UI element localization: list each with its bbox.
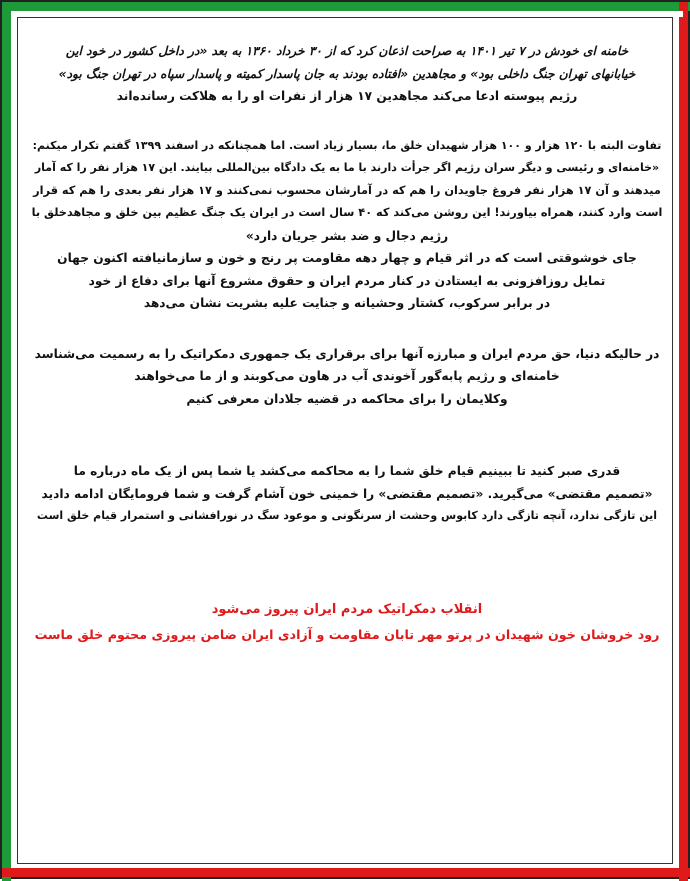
text-line: خامنه ای خودش در ۷ تیر ۱۴۰۱ به صراحت اذعان کرد که از ۳۰ خرداد ۱۳۶۰ به بعد «در داخل کشور در خود این [65,44,629,58]
text-line: رژیم پیوسته ادعا می‌کند مجاهدین ۱۷ هزار از نفرات او را به هلاکت رسانده‌اند [116,89,578,103]
green-border-left [2,2,11,881]
text-line: در حالیکه دنیا، حق مردم ایران و مبارزه آنها برای برقراری یک جمهوری دمکراتیک را به رسمیت می‌شناسد [34,346,660,361]
text-line: تمایل روزافزونی به ایستادن در کنار مردم ایران و حقوق مشروع آنها برای دفاع از خود [88,273,606,288]
text-line: تفاوت البته با ۱۲۰ هزار و ۱۰۰ هزار شهیدان خلق ما، بسیار زیاد است. اما همچنانکه در اسفند ۱۳۹۹ گفتم تکرار میکنم: [32,138,662,152]
paragraph-3 [30,343,664,411]
text-line: این تازگی ندارد، آنچه تازگی دارد کابوس وحشت از سرنگونی و موعود سگ در نورافشانی و استمرار قیام خلق است [36,509,658,522]
text-line: است وارد کنند، همراه بیاورند! این روشن می‌کند که ۴۰ سال است در ایران یک جنگ عظیم بین خلق و مجاهدخلق با [31,206,663,219]
red-border-right [679,2,688,881]
paragraph-1 [30,40,664,108]
closing-line: رود خروشان خون شهیدان در پرتو مهر تابان مقاومت و آزادی ایران ضامن پیروزی محتوم خلق ماست [34,626,660,642]
closing-line: انقلاب دمکراتیک مردم ایران پیروز می‌شود [211,601,483,617]
text-line: «تصمیم مقتضی» می‌گیرید. «تصمیم مقتضی» را خمینی خون آشام گرفت و شما فرومایگان ادامه دادید [41,486,653,501]
text-line: در برابر سرکوب، کشتار وحشیانه و جنایت علیه بشریت نشان می‌دهد [143,296,551,310]
text-line: وکلایمان را برای محاکمه در قضیه جلادان معرفی کنیم [186,391,508,406]
text-line: «خامنه‌ای و رئیسی و دیگر سران رژیم اگر جرأت دارند با ما به یک دادگاه بین‌المللی بیایند. این ۱۷ هزار نفر را که آمار [34,161,660,174]
text-line: قدری صبر کنید تا ببینیم قیام خلق شما را به محاکمه می‌کشد یا شما پس از یک ماه درباره ما [73,464,621,478]
red-border-bottom [2,868,690,877]
closing-slogans [30,597,664,647]
statement-text [30,40,664,647]
text-line: میدهند و آن ۱۷ هزار نفر فروغ جاویدان را هم که در آمارشان محسوب نمی‌کنند و ۱۷ هزار نفر بعدی را هم که قرار [33,183,661,197]
text-line: جای خوشوقتی است که در اثر قیام و چهار دهه مقاومت پر رنج و خون و سازمانیافته اکنون جهان [57,251,637,265]
text-line: رژیم دجال و ضد بشر جریان دارد» [245,228,449,243]
text-line: خیابانهای تهران جنگ داخلی بود» و مجاهدین «افتاده بودند به جان پاسدار کمیته و پاسدار سپاه در تهران جنگ بود» [58,66,636,81]
text-line: خامنه‌ای و رژیم پابه‌گور آخوندی آب در هاون می‌کوبند و از ما می‌خواهند [134,369,560,383]
green-border-top [2,2,690,11]
paragraph-2 [30,135,664,315]
paragraph-4 [30,460,664,528]
